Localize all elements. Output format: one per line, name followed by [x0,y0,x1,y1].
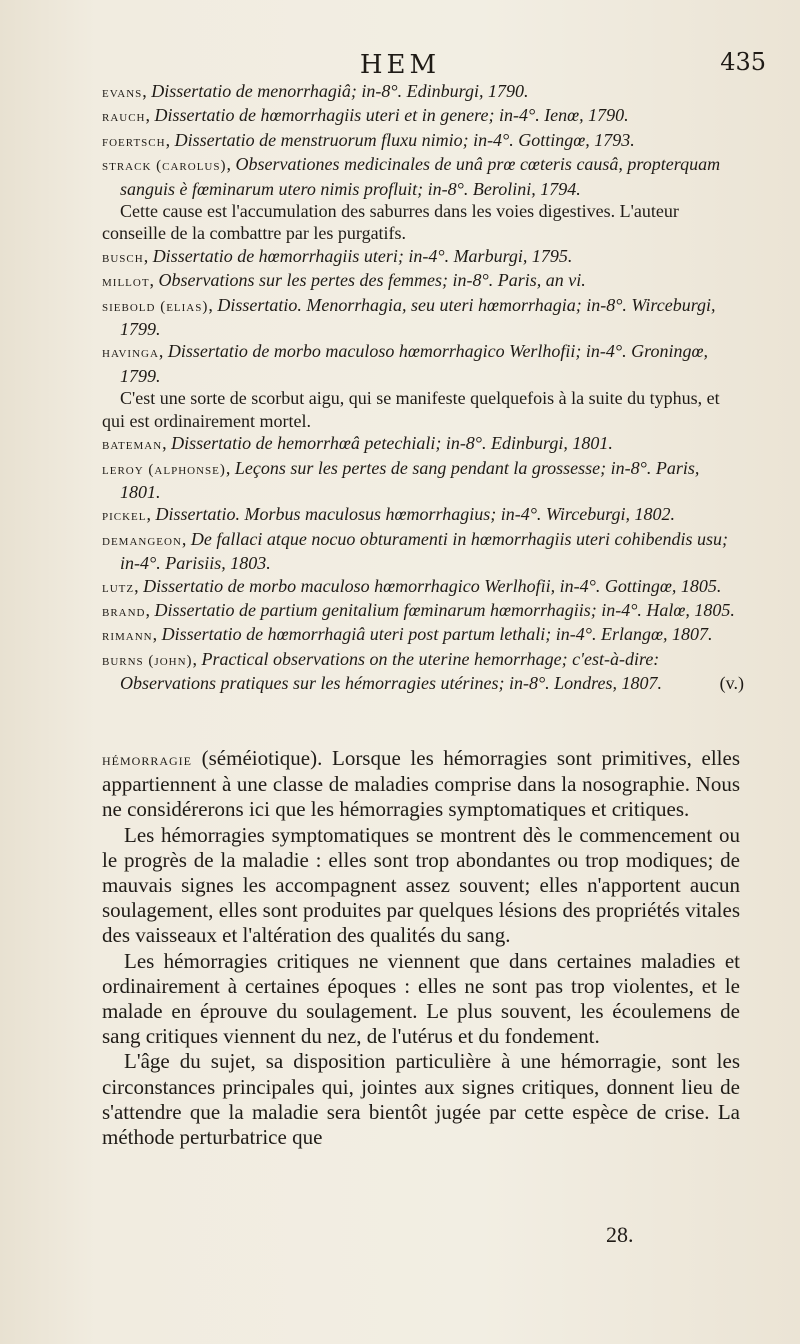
bibliography-entry: pickel, Dissertatio. Morbus maculosus hœmorrhagius; in-4°. Wirceburgi, 1802. [102,504,676,525]
bibliography-entry: foertsch, Dissertatio de menstruorum fluxu nimio; in-4°. Gottingœ, 1793. [102,129,635,150]
entry-title: Dissertatio de hœmorrhagiis uteri; in-4°. Marburgi, 1795. [152,245,573,266]
entry-title: Dissertatio de menorrhagiâ; in-8°. Edinburgi, 1790. [151,81,529,101]
bibliography-list [102,80,744,695]
entry-author: siebold (elias) [102,298,209,315]
bibliography-entry: siebold (elias), Dissertatio. Menorrhagia, seu uteri hœmorrhagia; in-8°. Wirceburgi, 1799. [102,294,716,340]
entry-author: lutz [102,579,135,596]
entry-author: leroy (alphonse) [102,461,226,478]
entry-author: rimann [102,628,153,645]
running-head: HEM [359,50,441,80]
entry-title: Dissertatio de morbo maculoso hœmorrhagico Werlhofii; in-4°. Groningœ, 1799. [120,341,708,386]
entry-title: Practical observations on the uterine hemorrhage; c'est-à-dire: Observations pratiques sur les hémorragies utérines; in-8°. Londres, 1807. [120,648,663,694]
bibliography-entry: busch, Dissertatio de hœmorrhagiis uteri; in-4°. Marburgi, 1795. [102,245,573,266]
entry-author: bateman [102,437,163,454]
entry-author: brand [102,603,146,620]
paragraph: Les hémorragies symptomatiques se montrent dès le commencement ou le progrès de la maladie : elles sont trop abondantes ou trop modiques; de mauvais signes les accompagnent assez souvent; elles n'apportent aucun soulagement, elles sont produites par quelques lésions des propriétés vitales des vaisseaux et l'altération des qualités du sang. [102,822,740,948]
bibliography-entry: burns (john), Practical observations on the uterine hemorrhage; c'est-à-dire: Observations pratiques sur les hémorragies utérines; in-8°. Londres, 1807. (v.) [102,648,744,694]
paragraph [102,746,740,823]
entry-author: millot [102,274,150,291]
bibliography-entry: rauch, Dissertatio de hœmorrhagiis uteri et in genere; in-4°. Ienœ, 1790. [102,105,629,126]
entry-title: Leçons sur les pertes de sang pendant la grossesse; in-8°. Paris, 1801. [120,457,700,502]
bibliography-entry: demangeon, De fallaci atque nocuo obturamenti in hœmorrhagiis uteri cohibendis usu; in-4°. Parisiis, 1803. [102,528,729,574]
bibliography-entry: lutz, Dissertatio de morbo maculoso hœmorrhagico Werlhofii, in-4°. Gottingœ, 1805. [102,575,722,596]
paragraph-text: (séméiotique). Lorsque les hémorragies sont primitives, elles appartiennent à une classe de maladies comprise dans la nosographie. Nous ne considérerons ici que les hémorragies symptomatiques et critiques. [102,746,740,822]
entry-author: burns (john) [102,652,193,669]
bibliography-entry: strack (carolus), Observationes medicinales de unâ prœ cœteris causâ, propterquam sanguis è fœminarum utero nimis profluit; in-8°. Berolini, 1794. [102,154,721,199]
entry-title: Dissertatio de partium genitalium fœminarum hœmorrhagiis; in-4°. Halœ, 1805. [154,599,735,620]
page-number: 435 [720,48,766,76]
entry-author: evans [102,85,143,101]
entry-title: Dissertatio. Menorrhagia, seu uteri hœmorrhagia; in-8°. Wirceburgi, 1799. [120,294,716,340]
entry-title: Dissertatio de hœmorrhagiis uteri et in genere; in-4°. Ienœ, 1790. [154,105,629,126]
entry-author: busch [102,249,144,266]
bibliography-entry: evans, Dissertatio de menorrhagiâ; in-8°. Edinburgi, 1790. [102,81,529,101]
entry-author: pickel [102,508,147,525]
entry-note: C'est une sorte de scorbut aigu, qui se manifeste quelquefois à la suite du typhus, et qui est ordinairement mortel. [102,388,720,431]
paragraph: L'âge du sujet, sa disposition particulière à une hémorragie, sont les circonstances principales qui, jointes aux signes critiques, donnent lieu de s'attendre que la maladie sera bientôt jugée par cette espèce de crise. La méthode perturbatrice que [102,1049,740,1150]
bibliography-entry: bateman, Dissertatio de hemorrhœâ petechiali; in-8°. Edinburgi, 1801. [102,433,613,454]
bibliography-entry: millot, Observations sur les pertes des femmes; in-8°. Paris, an vi. [102,270,586,291]
entry-title: Observationes medicinales de unâ prœ cœteris causâ, propterquam sanguis è fœminarum utero nimis profluit; in-8°. Berolini, 1794. [120,154,721,199]
entry-signature: (v.) [719,673,744,694]
signature-mark: 28. [606,1222,634,1247]
entry-author: rauch [102,109,146,126]
paragraph: Les hémorragies critiques ne viennent que dans certaines maladies et ordinairement à certaines époques : elles ne sont pas trop violentes, et le malade en éprouve du soulagement. Le plus souvent, les écoulemens de sang critiques viennent du nez, de l'utérus et du fondement. [102,948,740,1049]
entry-title: Dissertatio de hœmorrhagiâ uteri post partum lethali; in-4°. Erlangœ, 1807. [161,624,713,645]
entry-author: strack (carolus) [102,158,227,175]
entry-note: Cette cause est l'accumulation des saburres dans les voies digestives. L'auteur conseille de la combattre par les purgatifs. [102,201,679,244]
bibliography-entry: leroy (alphonse), Leçons sur les pertes de sang pendant la grossesse; in-8°. Paris, 1801. [102,457,700,502]
entry-title: Dissertatio de morbo maculoso hœmorrhagico Werlhofii, in-4°. Gottingœ, 1805. [143,575,722,596]
entry-title: Dissertatio de hemorrhœâ petechiali; in-8°. Edinburgi, 1801. [171,433,613,454]
article-body [102,746,740,1150]
bibliography-entry: rimann, Dissertatio de hœmorrhagiâ uteri post partum lethali; in-4°. Erlangœ, 1807. [102,624,713,645]
bibliography-entry: havinga, Dissertatio de morbo maculoso hœmorrhagico Werlhofii; in-4°. Groningœ, 1799. [102,341,708,386]
page-header [0,44,800,84]
entry-title: Observations sur les pertes des femmes; in-8°. Paris, an vi. [158,270,586,291]
entry-author: foertsch [102,133,166,150]
entry-title: De fallaci atque nocuo obturamenti in hœmorrhagiis uteri cohibendis usu; in-4°. Parisiis, 1803. [120,528,729,574]
entry-lemma: hémorragie [102,750,192,769]
entry-title: Dissertatio. Morbus maculosus hœmorrhagius; in-4°. Wirceburgi, 1802. [155,504,676,525]
entry-author: havinga [102,345,159,362]
entry-author: demangeon [102,532,182,549]
bibliography-entry: brand, Dissertatio de partium genitalium fœminarum hœmorrhagiis; in-4°. Halœ, 1805. [102,599,735,620]
entry-title: Dissertatio de menstruorum fluxu nimio; in-4°. Gottingœ, 1793. [174,129,635,150]
